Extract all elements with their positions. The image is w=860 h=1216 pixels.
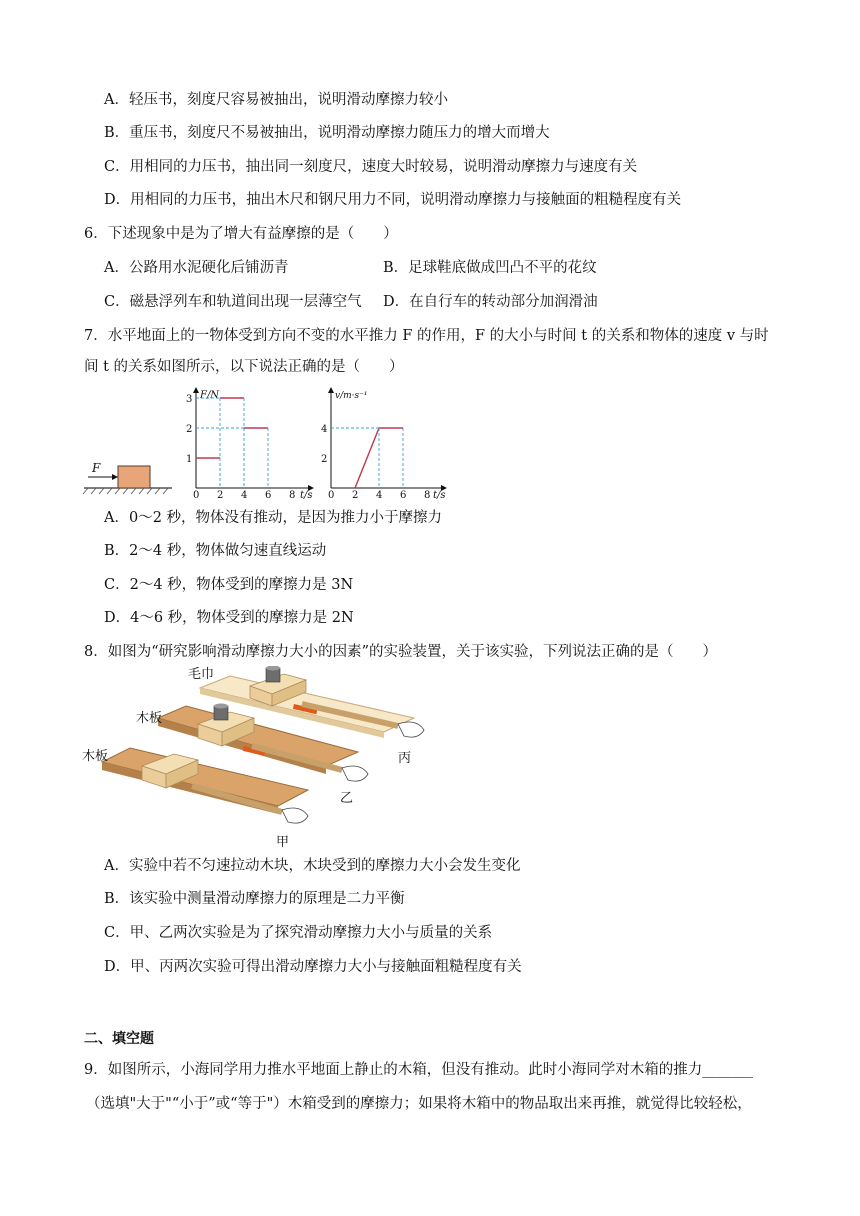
q8-option-a: A．实验中若不匀速拉动木块，木块受到的摩擦力大小会发生变化 [104, 858, 521, 874]
label-yi: 乙 [340, 791, 354, 806]
graph1-ytick: 3 [186, 394, 193, 405]
q6-stem: 6．下述现象中是为了增大有益摩擦的是（ ） [84, 226, 398, 242]
label-towel: 毛巾 [188, 667, 215, 682]
q8-option-c: C．甲、乙两次实验是为了探究滑动摩擦力大小与质量的关系 [104, 925, 493, 941]
q5-option-a: A．轻压书，刻度尺容易被抽出，说明滑动摩擦力较小 [104, 92, 448, 108]
force-time-graph [186, 387, 314, 500]
q8-figure [80, 666, 440, 850]
q5-option-b: B．重压书，刻度尺不易被抽出，说明滑动摩擦力随压力的增大而增大 [104, 125, 550, 141]
graph2-ytick: 4 [321, 424, 328, 435]
graph1-xtick: 4 [241, 490, 248, 500]
q8-stem: 8．如图为“研究影响滑动摩擦力大小的因素”的实验装置，关于该实验，下列说法正确的是（ ） [84, 644, 718, 660]
label-board-1: 木板 [136, 711, 163, 726]
label-board-2: 木板 [82, 749, 109, 764]
graph2-ytick: 2 [321, 454, 328, 465]
q7-option-a: A．0～2 秒，物体没有推动，是因为推力小于摩擦力 [104, 510, 443, 526]
graph1-ytick: 1 [186, 454, 193, 465]
q9-line1: 9．如图所示，小海同学用力推水平地面上静止的木箱，但没有推动。此时小海同学对木箱的推力_______ [84, 1062, 753, 1078]
q6-option-a: A．公路用水泥硬化后铺沥青 [104, 260, 289, 276]
graph1-ylabel: F/N [200, 390, 220, 401]
graph1-xlabel: t/s [300, 490, 313, 500]
q7-figure [80, 384, 460, 500]
q7-option-c: C．2～4 秒，物体受到的摩擦力是 3N [104, 577, 354, 593]
q9-line2: （选填"大于"“小于”或“等于"）木箱受到的摩擦力；如果将木箱中的物品取出来再推，就觉得比较轻松， [86, 1096, 752, 1112]
q5-option-c: C．用相同的力压书，抽出同一刻度尺，速度大时较易，说明滑动摩擦力与速度有关 [104, 159, 638, 175]
graph2-ylabel: v/m·s⁻¹ [335, 391, 368, 401]
q7-stem-line1: 7．水平地面上的一物体受到方向不变的水平推力 F 的作用，F 的大小与时间 t 的关系和物体的速度 v 与时 [84, 328, 769, 344]
q5-option-d: D．用相同的力压书，抽出木尺和钢尺用力不同，说明滑动摩擦力与接触面的粗糙程度有关 [104, 192, 682, 208]
q7-option-d: D．4～6 秒，物体受到的摩擦力是 2N [104, 610, 354, 626]
graph2-xtick: 4 [376, 490, 383, 500]
graph2-xlabel: t/s [433, 490, 446, 500]
graph1-xtick: 6 [265, 490, 272, 500]
graph2-xtick: 6 [400, 490, 407, 500]
q7-stem-line2: 间 t 的关系如图所示，以下说法正确的是（ ） [84, 359, 404, 375]
q8-option-b: B．该实验中测量滑动摩擦力的原理是二力平衡 [104, 891, 405, 907]
q6-option-c: C．磁悬浮列车和轨道间出现一层薄空气 [104, 294, 362, 310]
block [118, 466, 150, 488]
graph2-xtick: 8 [424, 490, 431, 500]
q6-option-b: B．足球鞋底做成凹凸不平的花纹 [383, 260, 597, 276]
force-label: F [92, 461, 101, 475]
q6-option-d: D．在自行车的转动部分加润滑油 [383, 294, 598, 310]
section-title: 二、填空题 [84, 1031, 154, 1047]
graph1-ytick: 2 [186, 424, 193, 435]
graph2-xtick: 2 [352, 490, 359, 500]
block-diagram [83, 461, 172, 494]
velocity-time-graph [321, 387, 447, 500]
q8-option-d: D．甲、丙两次实验可得出滑动摩擦力大小与接触面粗糙程度有关 [104, 959, 522, 975]
q7-option-b: B．2～4 秒，物体做匀速直线运动 [104, 543, 327, 559]
label-jia: 甲 [276, 835, 290, 850]
graph2-xtick: 0 [328, 490, 335, 500]
graph1-xtick: 8 [289, 490, 296, 500]
graph1-xtick: 0 [193, 490, 200, 500]
graph1-xtick: 2 [217, 490, 224, 500]
label-bing: 丙 [398, 751, 412, 766]
